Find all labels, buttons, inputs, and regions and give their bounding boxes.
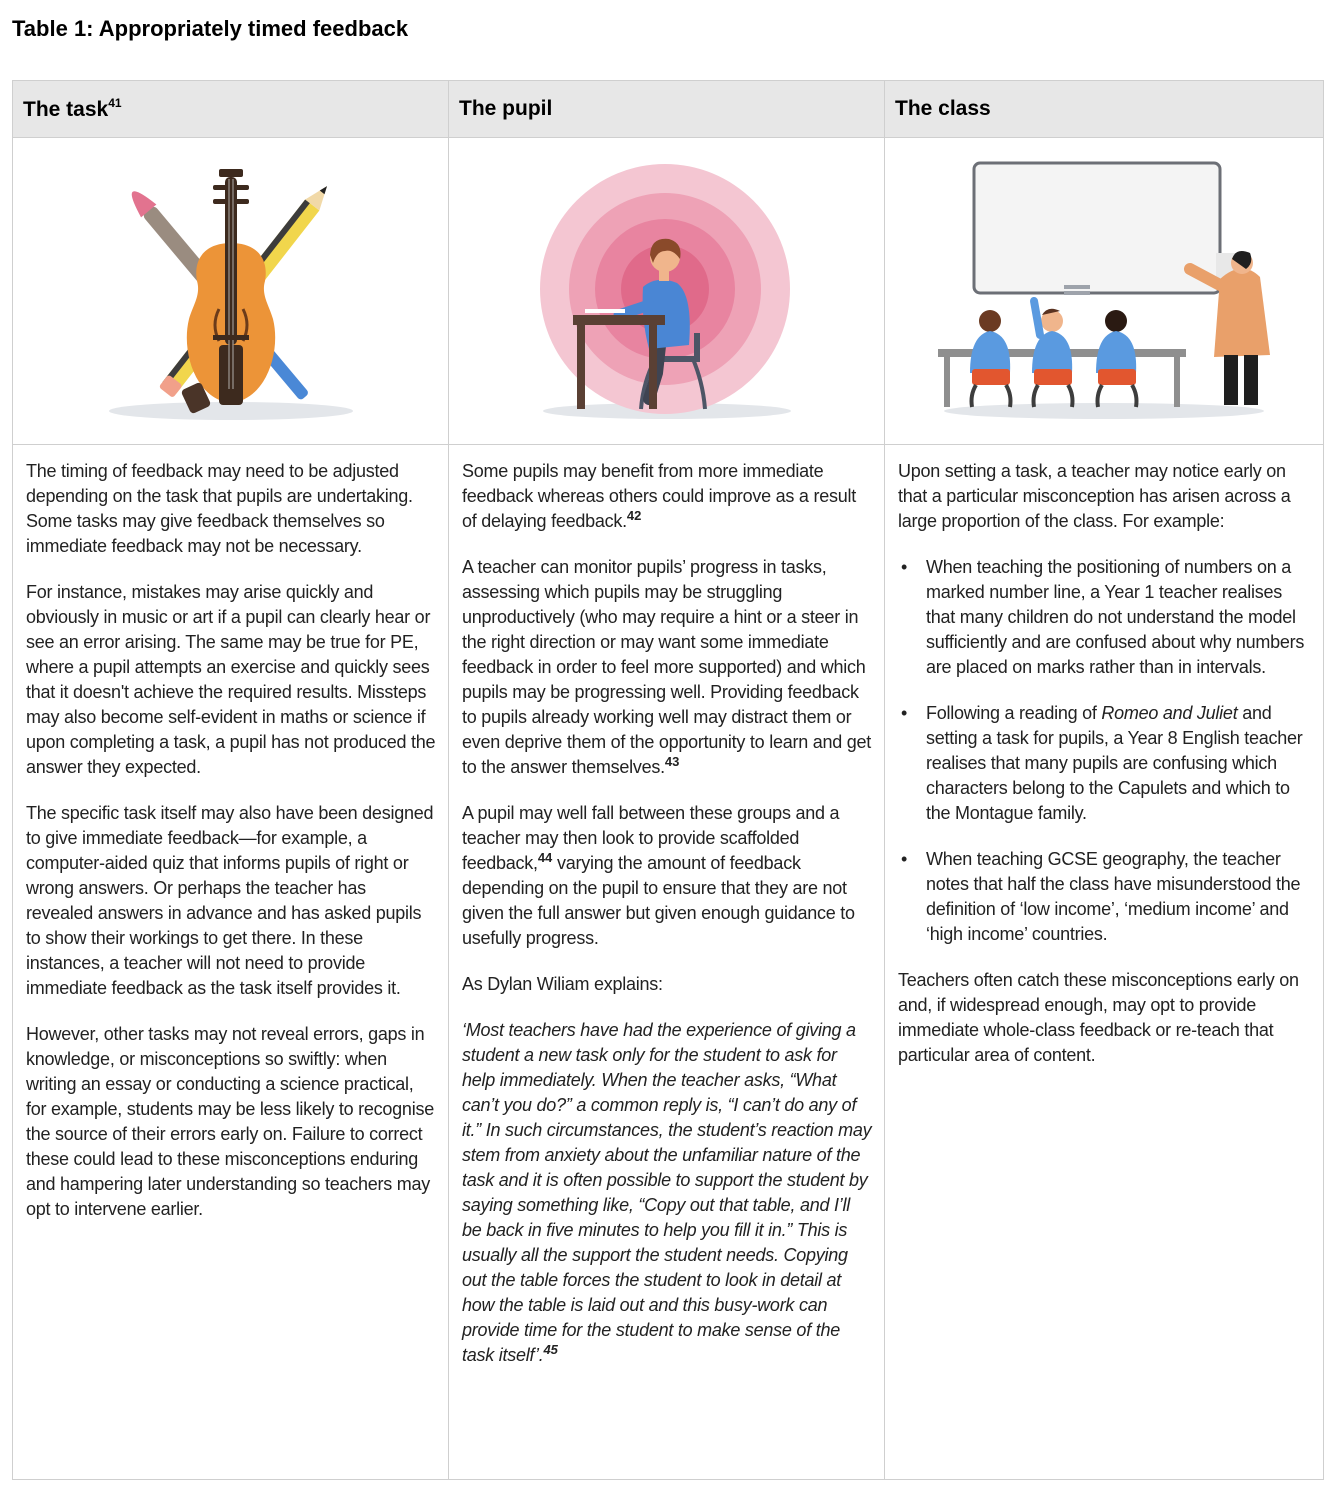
list-item bbox=[898, 555, 1311, 680]
music-art-tools-icon bbox=[101, 159, 361, 423]
footnote-41[interactable]: 41 bbox=[108, 96, 122, 110]
pupil-paragraph-3-text-b: varying the amount of feedback depending on the pupil to ensure that they are not given the full answer but given enough guidance to usefully progress. bbox=[462, 853, 855, 948]
pupil-paragraph-2 bbox=[462, 555, 872, 780]
book-title: Romeo and Juliet bbox=[1101, 703, 1238, 723]
list-item-text: When teaching GCSE geography, the teacher notes that half the class have misunderstood the definition of ‘low income’, ‘medium income’ and ‘high income’ countries. bbox=[926, 849, 1301, 944]
list-item bbox=[898, 701, 1311, 826]
list-item bbox=[898, 847, 1311, 947]
class-paragraph-1: Upon setting a task, a teacher may notice early on that a particular misconception has arisen across a large proportion of the class. For example: bbox=[898, 461, 1291, 531]
header-row bbox=[13, 81, 1324, 138]
quote-text: ‘Most teachers have had the experience of giving a student a new task only for the student to ask for help immediately. When the teacher asks, “What can’t you do?” a common reply is, “I can’t do any of it.” In such circumstances, the student’s reaction may stem from anxiety about the unfamiliar nature of the task and it is often possible to support the student by saying something like, “Copy out that table, and I’ll be back in five minutes to help you fill it in.” This is usually all the support the student needs. Copying out the table forces the student to look in detail at how the table is laid out and this busy-work can provide time for the student to make sense of the task itself’. bbox=[462, 1020, 872, 1365]
list-item-text-pre: Following a reading of bbox=[926, 703, 1102, 723]
bullet-icon: • bbox=[901, 557, 908, 577]
bullet-icon: • bbox=[901, 703, 908, 723]
classroom-icon bbox=[924, 159, 1284, 423]
illustration-pupil-cell bbox=[449, 138, 885, 445]
bullet-icon: • bbox=[901, 849, 908, 869]
pupil-column-text bbox=[449, 445, 885, 1480]
class-examples-list bbox=[898, 555, 1311, 947]
content-row bbox=[13, 445, 1324, 1480]
pupil-paragraph-1 bbox=[462, 459, 872, 534]
pupil-paragraph-2-text: A teacher can monitor pupils’ progress in tasks, assessing which pupils may be struggling unproductively (who may require a hint or a steer in the right direction or may want some immediate feedback in order to feel more supported) and which pupils may be progressing well. Providing feedback to pupils already working well may distract them or even deprive them of the opportunity to learn and get to the answer themselves. bbox=[462, 557, 872, 777]
header-class: The class bbox=[885, 81, 1324, 138]
feedback-table bbox=[12, 80, 1324, 1480]
class-column-text bbox=[885, 445, 1324, 1480]
footnote-43[interactable]: 43 bbox=[664, 754, 680, 769]
table-title: Table 1: Appropriately timed feedback bbox=[12, 16, 409, 41]
footnote-44[interactable]: 44 bbox=[537, 850, 553, 865]
footnote-45[interactable]: 45 bbox=[543, 1342, 558, 1357]
list-item-text: When teaching the positioning of numbers on a marked number line, a Year 1 teacher realises that many children do not understand the model sufficiently and are confused about why numbers are placed on marks rather than in intervals. bbox=[926, 557, 1305, 677]
footnote-42[interactable]: 42 bbox=[626, 508, 642, 523]
dylan-wiliam-quote bbox=[462, 1018, 872, 1368]
focused-pupil-icon bbox=[537, 159, 797, 423]
illustration-class-cell bbox=[885, 138, 1324, 445]
task-paragraph-1: The timing of feedback may need to be adjusted depending on the task that pupils are undertaking. Some tasks may give feedback themselves so immediate feedback may not be necessary. bbox=[26, 461, 413, 556]
header-pupil: The pupil bbox=[449, 81, 885, 138]
pupil-paragraph-3 bbox=[462, 801, 872, 951]
task-column-text bbox=[13, 445, 449, 1480]
task-paragraph-4: However, other tasks may not reveal errors, gaps in knowledge, or misconceptions so swiftly: when writing an essay or conducting a science practical, for example, students may be less likely to recognise the source of their errors early on. Failure to correct these could lead to these misconceptions enduring and hampering later understanding so teachers may opt to intervene earlier. bbox=[26, 1024, 434, 1219]
illustration-task-cell bbox=[13, 138, 449, 445]
task-paragraph-3: The specific task itself may also have been designed to give immediate feedback—for example, a computer-aided quiz that informs pupils of right or wrong answers. Or perhaps the teacher has revealed answers in advance and has asked pupils to show their workings to get there. In these instances, a teacher will not need to provide immediate feedback as the task itself provides it. bbox=[26, 803, 434, 998]
pupil-paragraph-1-text: Some pupils may benefit from more immediate feedback whereas others could improve as a result of delaying feedback. bbox=[462, 461, 856, 531]
task-paragraph-2: For instance, mistakes may arise quickly and obviously in music or art if a pupil can clearly hear or see an error arising. The same may be true for PE, where a pupil attempts an exercise and quickly sees that it doesn't achieve the required results. Missteps may also become self-evident in maths or science if upon completing a task, a pupil has not produced the answer they expected. bbox=[26, 582, 436, 777]
illustration-row bbox=[13, 138, 1324, 445]
pupil-paragraph-4: As Dylan Wiliam explains: bbox=[462, 974, 663, 994]
pupil-paragraph-3-text-a: A pupil may well fall between these groups and a teacher may then look to provide scaffolded feedback, bbox=[462, 803, 840, 873]
header-task-label: The task bbox=[23, 98, 109, 121]
header-task bbox=[13, 81, 449, 138]
list-item-text-post: and setting a task for pupils, a Year 8 English teacher realises that many pupils are confusing which characters belong to the Capulets and which to the Montague family. bbox=[926, 703, 1303, 823]
class-paragraph-2: Teachers often catch these misconceptions early on and, if widespread enough, may opt to provide immediate whole-class feedback or re-teach that particular area of content. bbox=[898, 970, 1299, 1065]
